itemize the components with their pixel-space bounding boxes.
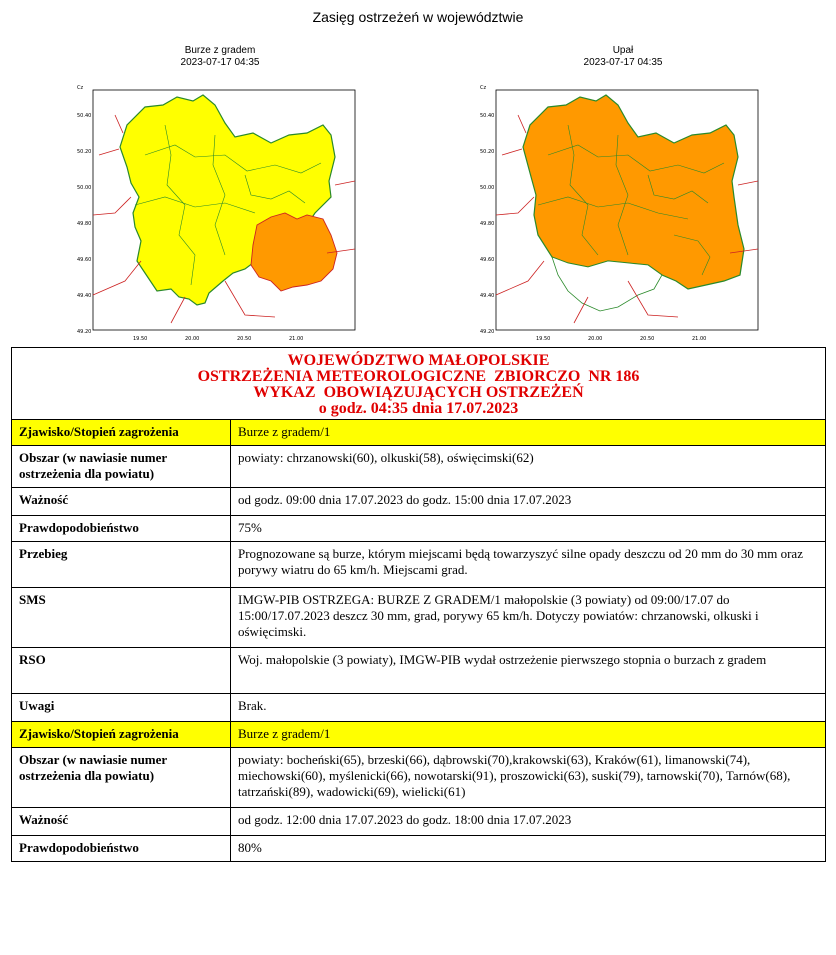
svg-text:50.20: 50.20 [77, 149, 92, 155]
w1-phenomenon-row [12, 420, 826, 446]
w1-course-label: Przebieg [12, 542, 231, 588]
heat-map [478, 45, 768, 342]
svg-text:20.00: 20.00 [185, 336, 200, 342]
svg-text:50.00: 50.00 [77, 185, 92, 191]
svg-text:20.00: 20.00 [588, 336, 603, 342]
heat-corner-label: Cz [480, 85, 487, 91]
storm-map-canvas [75, 85, 365, 347]
header-row [12, 348, 826, 420]
storm-map-title: Burze z gradem [184, 45, 256, 56]
svg-text:50.20: 50.20 [480, 149, 495, 155]
w1-probability-row [12, 516, 826, 542]
svg-text:49.20: 49.20 [77, 329, 92, 335]
w2-validity-row [12, 808, 826, 836]
w2-validity-value: od godz. 12:00 dnia 17.07.2023 do godz. 18:00 dnia 17.07.2023 [231, 808, 826, 836]
w1-area-label: Obszar (w nawiasie numer ostrzeżenia dla powiatu) [12, 446, 231, 488]
header-line-4: o godz. 04:35 dnia 17.07.2023 [318, 400, 519, 417]
w1-validity-value: od godz. 09:00 dnia 17.07.2023 do godz. 15:00 dnia 17.07.2023 [231, 488, 826, 516]
warnings-header [12, 348, 826, 420]
heat-map-datetime: 2023-07-17 04:35 [583, 57, 663, 68]
w1-sms-label: SMS [12, 588, 231, 648]
w1-notes-value: Brak. [231, 694, 826, 722]
svg-text:20.50: 20.50 [237, 336, 252, 342]
w1-sms-row [12, 588, 826, 648]
w2-area-row [12, 748, 826, 808]
page-title: Zasięg ostrzeżeń w województwie [312, 9, 524, 25]
header-line-3: WYKAZ OBOWIĄZUJĄCYCH OSTRZEŻEŃ [253, 384, 584, 401]
w1-area-value: powiaty: chrzanowski(60), olkuski(58), oświęcimski(62) [231, 446, 826, 488]
svg-text:49.80: 49.80 [77, 221, 92, 227]
w2-area-value: powiaty: bocheński(65), brzeski(66), dąbrowski(70),krakowski(63), Kraków(61), limanowski(74), miechowski(60), myślenicki(66), nowotarski(91), proszowicki(63), suski(79), tarnowski(70), Tarnów(68), tatrzański(89), wadowicki(69), wielicki(61) [231, 748, 826, 808]
w1-rso-value: Woj. małopolskie (3 powiaty), IMGW-PIB wydał ostrzeżenie pierwszego stopnia o burzach z gradem [231, 648, 826, 694]
w1-notes-row [12, 694, 826, 722]
w2-probability-value: 80% [231, 836, 826, 862]
w1-probability-value: 75% [231, 516, 826, 542]
storm-corner-label: Cz [77, 85, 84, 91]
svg-text:50.40: 50.40 [77, 113, 92, 119]
w1-phenomenon-value: Burze z gradem/1 [231, 420, 826, 446]
w1-area-row [12, 446, 826, 488]
w1-validity-label: Ważność [12, 488, 231, 516]
w2-probability-row [12, 836, 826, 862]
w1-rso-row [12, 648, 826, 694]
w1-course-row [12, 542, 826, 588]
svg-text:21.00: 21.00 [289, 336, 304, 342]
w2-phenomenon-label: Zjawisko/Stopień zagrożenia [12, 722, 231, 748]
svg-text:20.50: 20.50 [640, 336, 655, 342]
w1-phenomenon-label: Zjawisko/Stopień zagrożenia [12, 420, 231, 446]
svg-text:49.40: 49.40 [77, 293, 92, 299]
svg-text:19.50: 19.50 [536, 336, 551, 342]
w2-phenomenon-row [12, 722, 826, 748]
w1-sms-value: IMGW-PIB OSTRZEGA: BURZE Z GRADEM/1 małopolskie (3 powiaty) od 09:00/17.07 do 15:00/17.07.2023 deszcz 30 mm, grad, porywy 65 km/h. Dotyczy powiatów: chrzanowski, olkuski i oświęcimski. [231, 588, 826, 648]
w2-phenomenon-value: Burze z gradem/1 [231, 722, 826, 748]
header-line-2: OSTRZEŻENIA METEOROLOGICZNE ZBIORCZO NR 186 [197, 368, 640, 385]
warnings-table [11, 347, 826, 862]
svg-text:49.80: 49.80 [480, 221, 495, 227]
w1-notes-label: Uwagi [12, 694, 231, 722]
heat-map-title: Upał [612, 45, 634, 56]
storm-map [75, 45, 365, 342]
svg-text:49.60: 49.60 [480, 257, 495, 263]
heat-map-canvas [478, 85, 768, 347]
svg-text:49.40: 49.40 [480, 293, 495, 299]
svg-text:50.40: 50.40 [480, 113, 495, 119]
svg-text:50.00: 50.00 [480, 185, 495, 191]
w1-course-value: Prognozowane są burze, którym miejscami będą towarzyszyć silne opady deszczu od 20 mm do 30 mm oraz porywy wiatru do 65 km/h. Miejscami grad. [231, 542, 826, 588]
w2-validity-label: Ważność [12, 808, 231, 836]
header-line-1: WOJEWÓDZTWO MAŁOPOLSKIE [287, 352, 550, 369]
svg-text:19.50: 19.50 [133, 336, 148, 342]
svg-text:21.00: 21.00 [692, 336, 707, 342]
w1-rso-label: RSO [12, 648, 231, 694]
w1-validity-row [12, 488, 826, 516]
w2-area-label: Obszar (w nawiasie numer ostrzeżenia dla powiatu) [12, 748, 231, 808]
svg-text:49.60: 49.60 [77, 257, 92, 263]
w1-probability-label: Prawdopodobieństwo [12, 516, 231, 542]
svg-text:49.20: 49.20 [480, 329, 495, 335]
w2-probability-label: Prawdopodobieństwo [12, 836, 231, 862]
storm-map-datetime: 2023-07-17 04:35 [180, 57, 260, 68]
